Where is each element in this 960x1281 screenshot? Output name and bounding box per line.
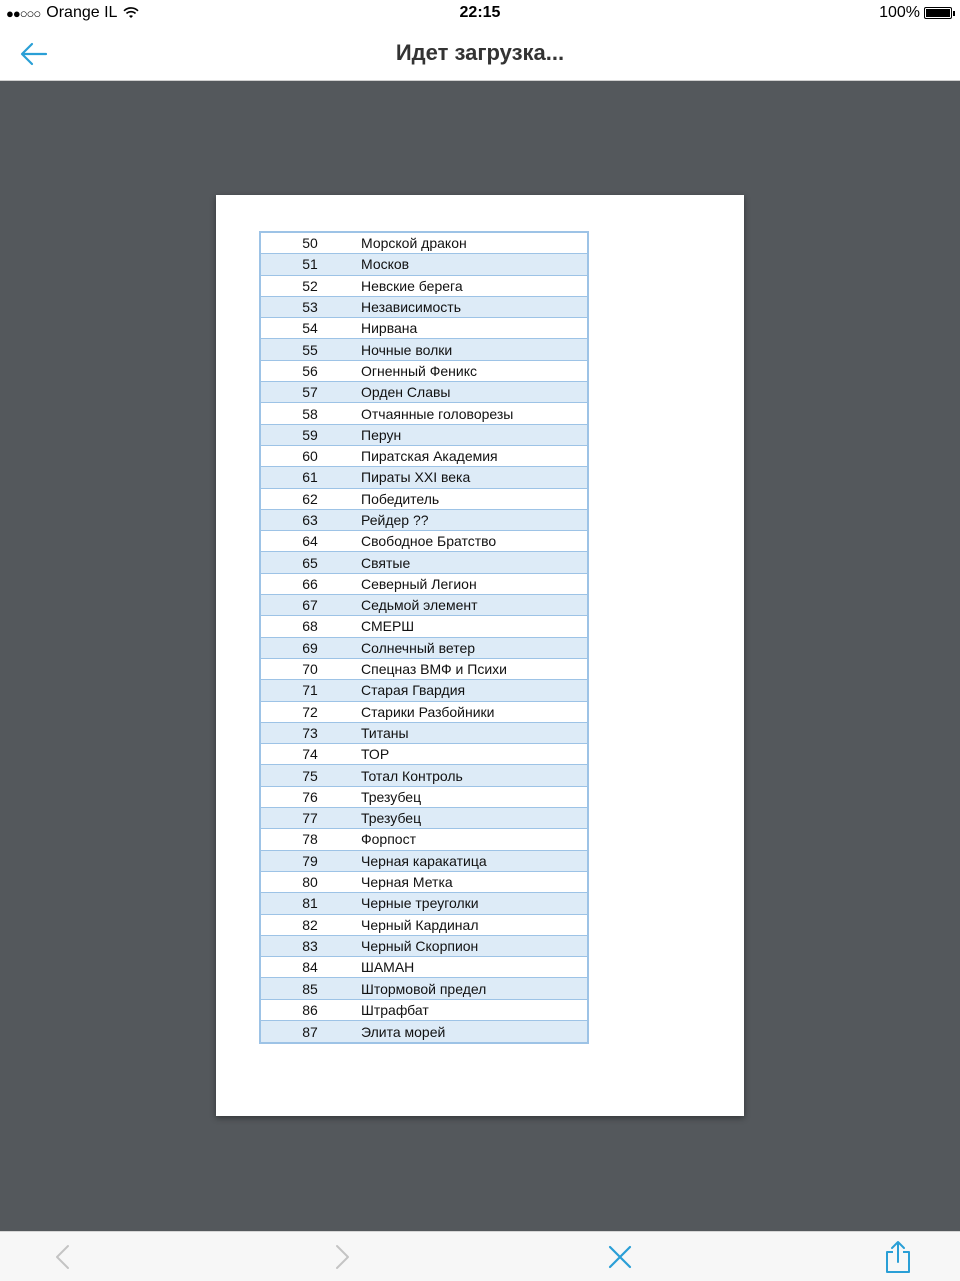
row-number: 79 xyxy=(302,852,318,869)
row-name: Пираты XXI века xyxy=(361,469,471,486)
row-number: 77 xyxy=(302,810,318,827)
row-number: 76 xyxy=(302,788,318,805)
previous-button[interactable] xyxy=(46,1240,80,1274)
row-name: Титаны xyxy=(361,724,409,741)
row-number: 75 xyxy=(302,767,318,784)
table-row xyxy=(261,765,587,786)
close-icon xyxy=(603,1240,637,1274)
row-number: 62 xyxy=(302,490,318,507)
row-name: ТОР xyxy=(361,746,390,763)
row-number: 71 xyxy=(302,682,318,699)
table-row xyxy=(261,851,587,872)
row-name: Черный Скорпион xyxy=(361,937,479,954)
row-name: Старая Гвардия xyxy=(361,682,466,699)
carrier-label: Orange IL xyxy=(46,4,118,21)
row-name: Пиратская Академия xyxy=(361,448,498,465)
row-number: 57 xyxy=(302,384,318,401)
table-row xyxy=(261,595,587,616)
table-row xyxy=(261,702,587,723)
table-row xyxy=(261,1021,587,1042)
table-row xyxy=(261,574,587,595)
table-row xyxy=(261,957,587,978)
row-name: Седьмой элемент xyxy=(361,597,478,614)
table-row xyxy=(261,723,587,744)
table-row xyxy=(261,425,587,446)
table-row xyxy=(261,659,587,680)
battery-icon xyxy=(924,7,952,19)
row-number: 54 xyxy=(302,320,318,337)
row-number: 52 xyxy=(302,277,318,294)
next-button[interactable] xyxy=(325,1240,359,1274)
row-name: Отчаянные головорезы xyxy=(361,405,514,422)
navigation-bar xyxy=(0,28,960,81)
table-row xyxy=(261,318,587,339)
status-right xyxy=(879,4,952,22)
row-name: Ночные волки xyxy=(361,341,453,358)
row-name: Трезубец xyxy=(361,788,422,805)
row-name: Черная каракатица xyxy=(361,852,487,869)
row-number: 69 xyxy=(302,639,318,656)
row-name: Северный Легион xyxy=(361,575,477,592)
row-number: 66 xyxy=(302,575,318,592)
row-number: 58 xyxy=(302,405,318,422)
row-number: 78 xyxy=(302,831,318,848)
table-row xyxy=(261,893,587,914)
row-number: 72 xyxy=(302,703,318,720)
row-number: 87 xyxy=(302,1023,318,1040)
table-row xyxy=(261,638,587,659)
table-row xyxy=(261,403,587,424)
table-row xyxy=(261,339,587,360)
share-icon xyxy=(881,1240,915,1274)
row-name: Орден Славы xyxy=(361,384,451,401)
table-row xyxy=(261,489,587,510)
row-number: 74 xyxy=(302,746,318,763)
table-row xyxy=(261,808,587,829)
row-name: Черный Кардинал xyxy=(361,916,479,933)
chevron-left-icon xyxy=(46,1240,80,1274)
row-name: Победитель xyxy=(361,490,440,507)
table-row xyxy=(261,936,587,957)
row-name: Морской дракон xyxy=(361,235,467,252)
row-name: Перун xyxy=(361,426,402,443)
row-number: 65 xyxy=(302,554,318,571)
table-row xyxy=(261,616,587,637)
table-row xyxy=(261,297,587,318)
row-number: 82 xyxy=(302,916,318,933)
row-name: Свободное Братство xyxy=(361,533,497,550)
table-row xyxy=(261,552,587,573)
row-name: Черные треуголки xyxy=(361,895,479,912)
row-number: 55 xyxy=(302,341,318,358)
battery-percent: 100% xyxy=(879,4,920,21)
row-name: Нирвана xyxy=(361,320,418,337)
table-row xyxy=(261,467,587,488)
row-number: 86 xyxy=(302,1001,318,1018)
row-name: Тотал Контроль xyxy=(361,767,463,784)
row-number: 60 xyxy=(302,448,318,465)
table-row xyxy=(261,510,587,531)
row-name: Святые xyxy=(361,554,411,571)
row-name: Невские берега xyxy=(361,277,463,294)
row-name: СМЕРШ xyxy=(361,618,415,635)
bottom-toolbar xyxy=(0,1231,960,1281)
row-name: Москов xyxy=(361,256,410,273)
row-number: 50 xyxy=(302,235,318,252)
row-name: Штрафбат xyxy=(361,1001,429,1018)
row-name: Форпост xyxy=(361,831,416,848)
close-button[interactable] xyxy=(603,1240,637,1274)
row-number: 84 xyxy=(302,959,318,976)
table-row xyxy=(261,744,587,765)
table-row xyxy=(261,680,587,701)
row-number: 85 xyxy=(302,980,318,997)
table-row xyxy=(261,829,587,850)
row-name: Солнечный ветер xyxy=(361,639,476,656)
status-bar xyxy=(0,0,960,28)
table-row xyxy=(261,915,587,936)
row-name: Рейдер ?? xyxy=(361,512,429,528)
document-viewer[interactable] xyxy=(0,81,960,1231)
row-name: Трезубец xyxy=(361,810,422,827)
row-number: 68 xyxy=(302,618,318,635)
table-row xyxy=(261,233,587,254)
table-row xyxy=(261,382,587,403)
table-row xyxy=(261,446,587,467)
table-row xyxy=(261,787,587,808)
table-row xyxy=(261,531,587,552)
row-name: ШАМАН xyxy=(361,959,415,976)
row-number: 64 xyxy=(302,533,318,550)
signal-strength-icon: ●●○○○ xyxy=(6,5,41,21)
share-button[interactable] xyxy=(881,1240,915,1274)
table-row xyxy=(261,1000,587,1021)
table-row xyxy=(261,978,587,999)
row-name: Независимость xyxy=(361,299,461,316)
row-name: Элита морей xyxy=(361,1023,446,1040)
table-row xyxy=(261,361,587,382)
document-page[interactable] xyxy=(216,195,744,1116)
status-time: 22:15 xyxy=(459,4,501,21)
row-number: 56 xyxy=(302,362,318,379)
row-number: 61 xyxy=(302,469,318,486)
page-title: Идет загрузка... xyxy=(395,40,565,65)
row-name: Штормовой предел xyxy=(361,980,487,997)
row-number: 53 xyxy=(302,299,318,316)
chevron-right-icon xyxy=(325,1240,359,1274)
row-number: 67 xyxy=(302,597,318,614)
table-row xyxy=(261,276,587,297)
row-number: 51 xyxy=(302,256,318,273)
table-row xyxy=(261,872,587,893)
row-number: 80 xyxy=(302,874,318,891)
row-number: 59 xyxy=(302,426,318,443)
row-number: 73 xyxy=(302,724,318,741)
row-number: 70 xyxy=(302,661,318,678)
row-number: 81 xyxy=(302,895,318,912)
row-number: 63 xyxy=(302,512,318,528)
row-name: Огненный Феникс xyxy=(361,362,478,379)
row-name: Черная Метка xyxy=(361,874,453,891)
row-name: Спецназ ВМФ и Психи xyxy=(361,661,507,678)
document-table xyxy=(259,231,589,1044)
table-row xyxy=(261,254,587,275)
row-number: 83 xyxy=(302,937,318,954)
row-name: Старики Разбойники xyxy=(361,703,495,720)
